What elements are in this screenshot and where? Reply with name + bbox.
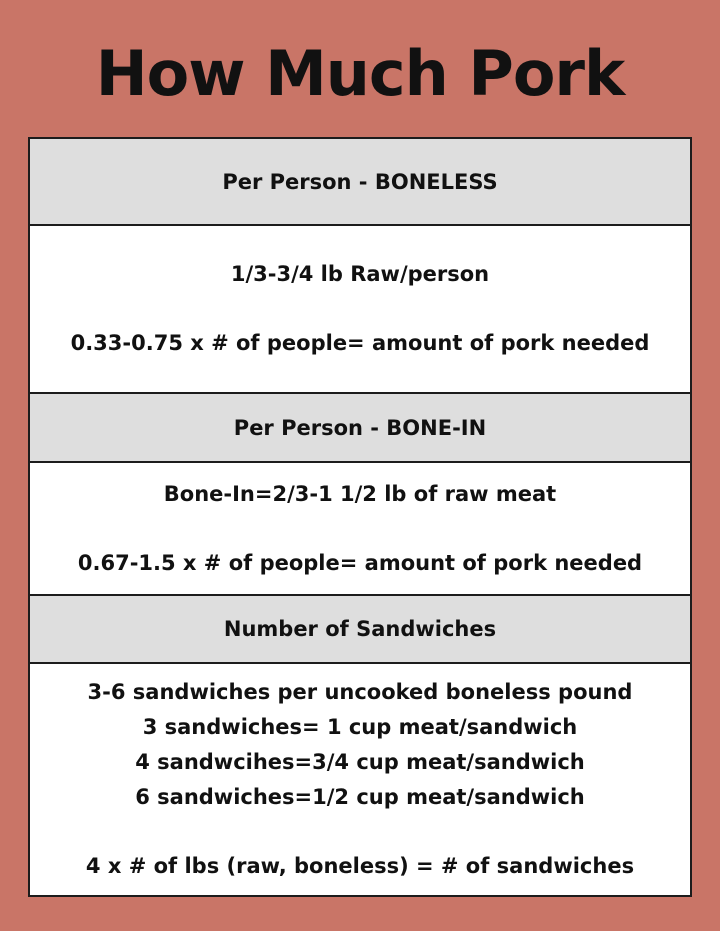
- section-header-boneless: [30, 139, 690, 226]
- section-line: 3-6 sandwiches per uncooked boneless pound: [87, 680, 633, 704]
- section-line: 6 sandwiches=1/2 cup meat/sandwich: [135, 785, 585, 809]
- section-line: 0.33-0.75 x # of people= amount of pork needed: [70, 331, 650, 355]
- pork-table: [28, 137, 692, 897]
- section-line: 3 sandwiches= 1 cup meat/sandwich: [142, 715, 578, 739]
- section-line: Bone-In=2/3-1 1/2 lb of raw meat: [163, 481, 557, 506]
- section-header-label: Per Person - BONE-IN: [233, 415, 487, 440]
- section-header-bone-in: [30, 394, 690, 463]
- section-line: 1/3-3/4 lb Raw/person: [230, 262, 490, 286]
- section-line: 4 x # of lbs (raw, boneless) = # of sandwiches: [85, 854, 635, 878]
- section-body-boneless: [30, 226, 690, 394]
- section-header-sandwiches: [30, 596, 690, 664]
- section-line: 4 sandwcihes=3/4 cup meat/sandwich: [135, 750, 585, 774]
- section-line: 0.67-1.5 x # of people= amount of pork needed: [77, 550, 643, 575]
- page-title: How Much Pork: [95, 37, 625, 110]
- section-header-label: Per Person - BONELESS: [222, 169, 498, 194]
- section-body-sandwiches: [30, 664, 690, 895]
- section-header-label: Number of Sandwiches: [223, 617, 497, 641]
- section-body-bone-in: [30, 463, 690, 596]
